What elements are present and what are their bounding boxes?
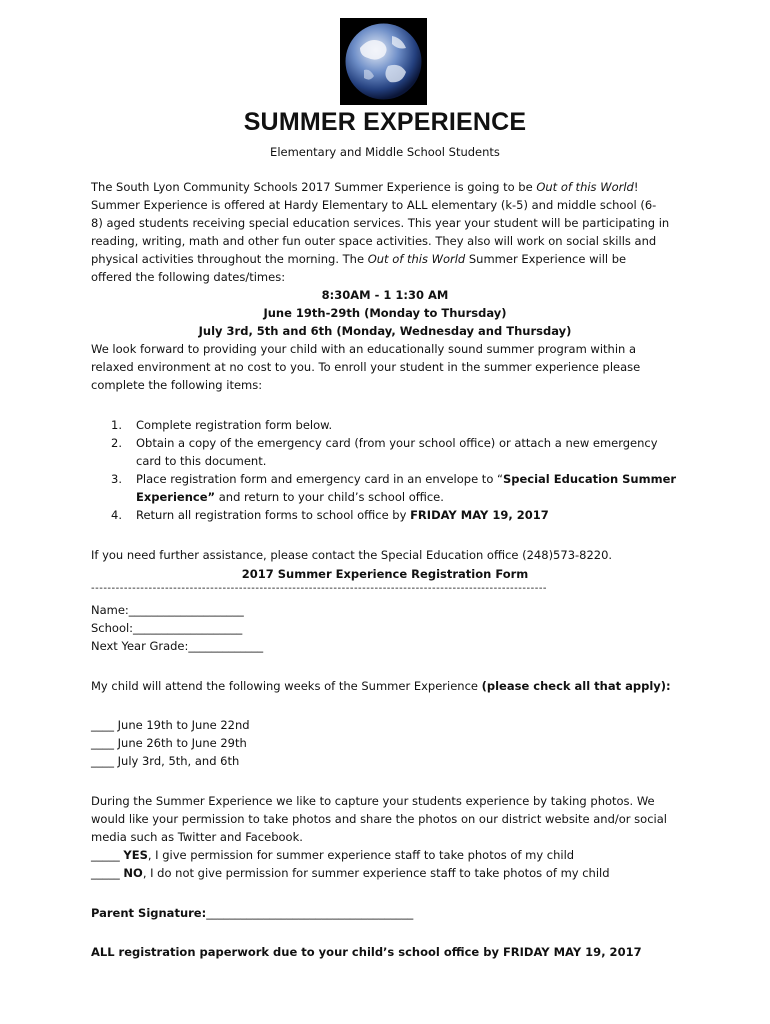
week-option-3[interactable]: ____ July 3rd, 5th, and 6th — [91, 754, 240, 768]
intro-line: offered the following dates/times: — [91, 270, 286, 284]
enroll-line: relaxed environment at no cost to you. To enroll your student in the summer experience please — [91, 360, 641, 374]
globe-icon — [340, 18, 427, 105]
enroll-line: We look forward to providing your child with an educationally sound summer program within a — [91, 342, 637, 356]
intro-line: reading, writing, math and other fun outer space activities. They also will work on social skills and — [91, 234, 657, 248]
photo-permission-no[interactable]: _____ NO, I do not give permission for summer experience staff to take photos of my child — [91, 866, 610, 880]
list-item: 1. Complete registration form below. — [111, 418, 333, 432]
photo-permission-yes[interactable]: _____ YES, I give permission for summer experience staff to take photos of my child — [91, 848, 575, 862]
steps-list — [111, 416, 711, 524]
list-item: 4. Return all registration forms to school office by FRIDAY MAY 19, 2017 — [111, 508, 549, 522]
intro-line: 8) aged students receiving special education services. This year your student will be participating in — [91, 216, 670, 230]
photos-line: media such as Twitter and Facebook. — [91, 830, 303, 844]
footer-deadline: ALL registration paperwork due to your child’s school office by FRIDAY MAY 19, 2017 — [91, 945, 642, 959]
schedule-july: July 3rd, 5th and 6th (Monday, Wednesday and Thursday) — [198, 324, 572, 338]
page-subtitle: Elementary and Middle School Students — [270, 145, 500, 159]
list-item: 2. Obtain a copy of the emergency card (from your school office) or attach a new emergency card to this document. — [111, 436, 658, 468]
week-option-1[interactable]: ____ June 19th to June 22nd — [91, 718, 250, 732]
intro-line: physical activities throughout the morning. The Out of this World Summer Experience will be — [91, 252, 627, 266]
intro-line: Summer Experience is offered at Hardy Elementary to ALL elementary (k-5) and middle school (6- — [91, 198, 657, 212]
earth-globe-logo — [340, 18, 427, 105]
school-field[interactable]: School:___________________ — [91, 621, 243, 635]
week-option-2[interactable]: ____ June 26th to June 29th — [91, 736, 247, 750]
parent-signature-field[interactable]: Parent Signature:____________________________________ — [91, 906, 414, 920]
list-item: 3. Place registration form and emergency card in an envelope to “Special Education Summer Experience” and return to your child’s school office. — [111, 472, 677, 504]
contact-line: If you need further assistance, please contact the Special Education office (248)573-8220. — [91, 548, 613, 562]
cut-line-divider: --------------------------------------------------------------------------------------------------------------- — [91, 583, 548, 594]
form-title: 2017 Summer Experience Registration Form — [241, 567, 529, 581]
photos-line: would like your permission to take photos and share the photos on our district website and/or social — [91, 812, 667, 826]
enroll-line: complete the following items: — [91, 378, 263, 392]
schedule-june: June 19th-29th (Monday to Thursday) — [263, 306, 507, 320]
grade-field[interactable]: Next Year Grade:_____________ — [91, 639, 264, 653]
schedule-time: 8:30AM - 1 1:30 AM — [321, 288, 449, 302]
weeks-instruction: My child will attend the following weeks of the Summer Experience (please check all that apply): — [91, 679, 671, 693]
name-field[interactable]: Name:____________________ — [91, 603, 244, 617]
photos-line: During the Summer Experience we like to capture your students experience by taking photos. We — [91, 794, 655, 808]
page-title: SUMMER EXPERIENCE — [243, 108, 527, 136]
intro-line: The South Lyon Community Schools 2017 Summer Experience is going to be Out of this World! — [91, 180, 639, 194]
